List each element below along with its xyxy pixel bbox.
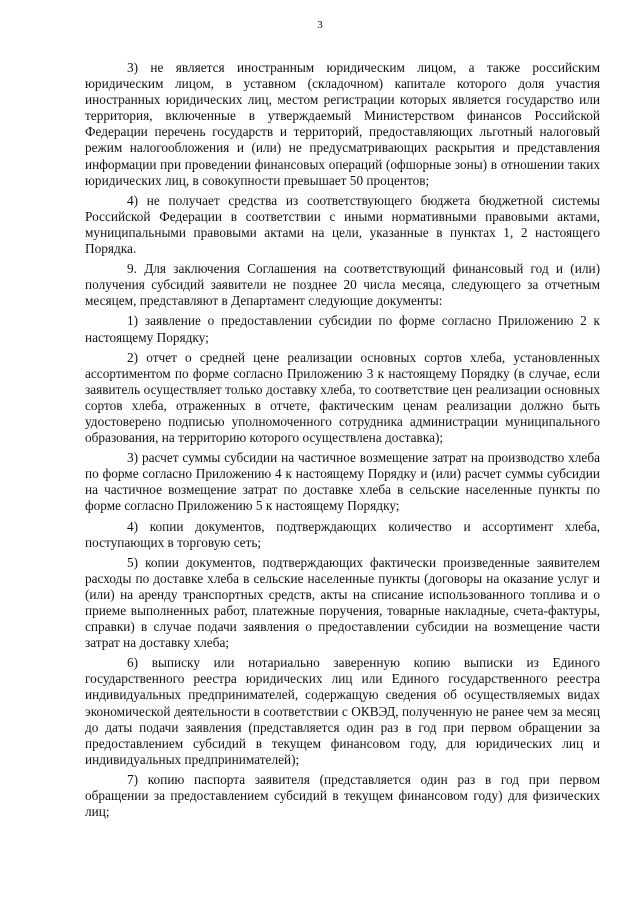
list-item-7-passport-copy: 7) копию паспорта заявителя (представляется один раз в год при первом обращении за предоставлением субсидий в текущем финансовом году) для физических лиц; <box>85 771 600 820</box>
list-item-4-bread-documents: 4) копии документов, подтверждающих количество и ассортимент хлеба, поступающих в торговую сеть; <box>85 518 600 550</box>
list-item-6-registry-extract: 6) выписку или нотариально заверенную копию выписки из Единого государственного реестра юридических лиц или Единого государственного реестра индивидуальных предпринимателей, содержащую сведения об осуществляемых видах экономической деятельности в соответствии с ОКВЭД, полученную не ранее чем за месяц до даты подачи заявления (представляется один раз в год при первом обращении за предоставлением субсидий в текущем финансовом году, для юридических лиц и индивидуальных предпринимателей); <box>85 655 600 767</box>
page-number: 3 <box>317 19 323 31</box>
list-item-2-price-report: 2) отчет о средней цене реализации основных сортов хлеба, установленных ассортиментом по форме согласно Приложению 3 к настоящему Порядку (в случае, если заявитель осуществляет только доставку хлеба, то соответствие цен реализации основных сортов хлеба, отраженных в отчете, фактическим ценам реализации должно быть удостоверено подписью уполномоченного сотрудника администрации муниципального образования, на территорию которого осуществлена доставка); <box>85 349 600 446</box>
list-item-5-delivery-expenses: 5) копии документов, подтверждающих фактически произведенные заявителем расходы по доставке хлеба в сельские населенные пункты (договоры на оказание услуг и (или) на аренду транспортных средств, акты на списание использованного топлива и о приеме выполненных работ, платежные поручения, товарные накладные, счета-фактуры, справки) в случае подачи заявления о предоставлении субсидии на возмещение части затрат на доставку хлеба; <box>85 554 600 651</box>
list-item-3-subsidy-calculation: 3) расчет суммы субсидии на частичное возмещение затрат на производство хлеба по форме согласно Приложению 4 к настоящему Порядку и (или) расчет суммы субсидии на частичное возмещение затрат по доставке хлеба в сельские населенные пункты по форме согласно Приложению 5 к настоящему Порядку; <box>85 450 600 514</box>
paragraph-3-not-foreign: 3) не является иностранным юридическим лицом, а также российским юридическим лицом, в уставном (складочном) капитале которого доля участия иностранных юридических лиц, местом регистрации которых является государство или территория, включенные в утверждаемый Министерством финансов Российской Федерации перечень государств и территорий, предоставляющих льготный налоговый режим налогообложения и (или) не предусматривающих раскрытия и представления информации при проведении финансовых операций (офшорные зоны) в отношении таких юридических лиц, в совокупности превышает 50 процентов; <box>85 60 600 188</box>
list-item-1-application: 1) заявление о предоставлении субсидии по форме согласно Приложению 2 к настоящему Порядку; <box>85 313 600 345</box>
document-body <box>85 60 600 824</box>
paragraph-9-documents: 9. Для заключения Соглашения на соответствующий финансовый год и (или) получения субсидий заявители не позднее 20 числа месяца, следующего за отчетным месяцем, представляют в Департамент следующие документы: <box>85 261 600 309</box>
paragraph-4-no-budget-funds: 4) не получает средства из соответствующего бюджета бюджетной системы Российской Федерации в соответствии с иными нормативными правовыми актами, муниципальными правовыми актами на цели, указанные в пунктах 1, 2 настоящего Порядка. <box>85 192 600 257</box>
